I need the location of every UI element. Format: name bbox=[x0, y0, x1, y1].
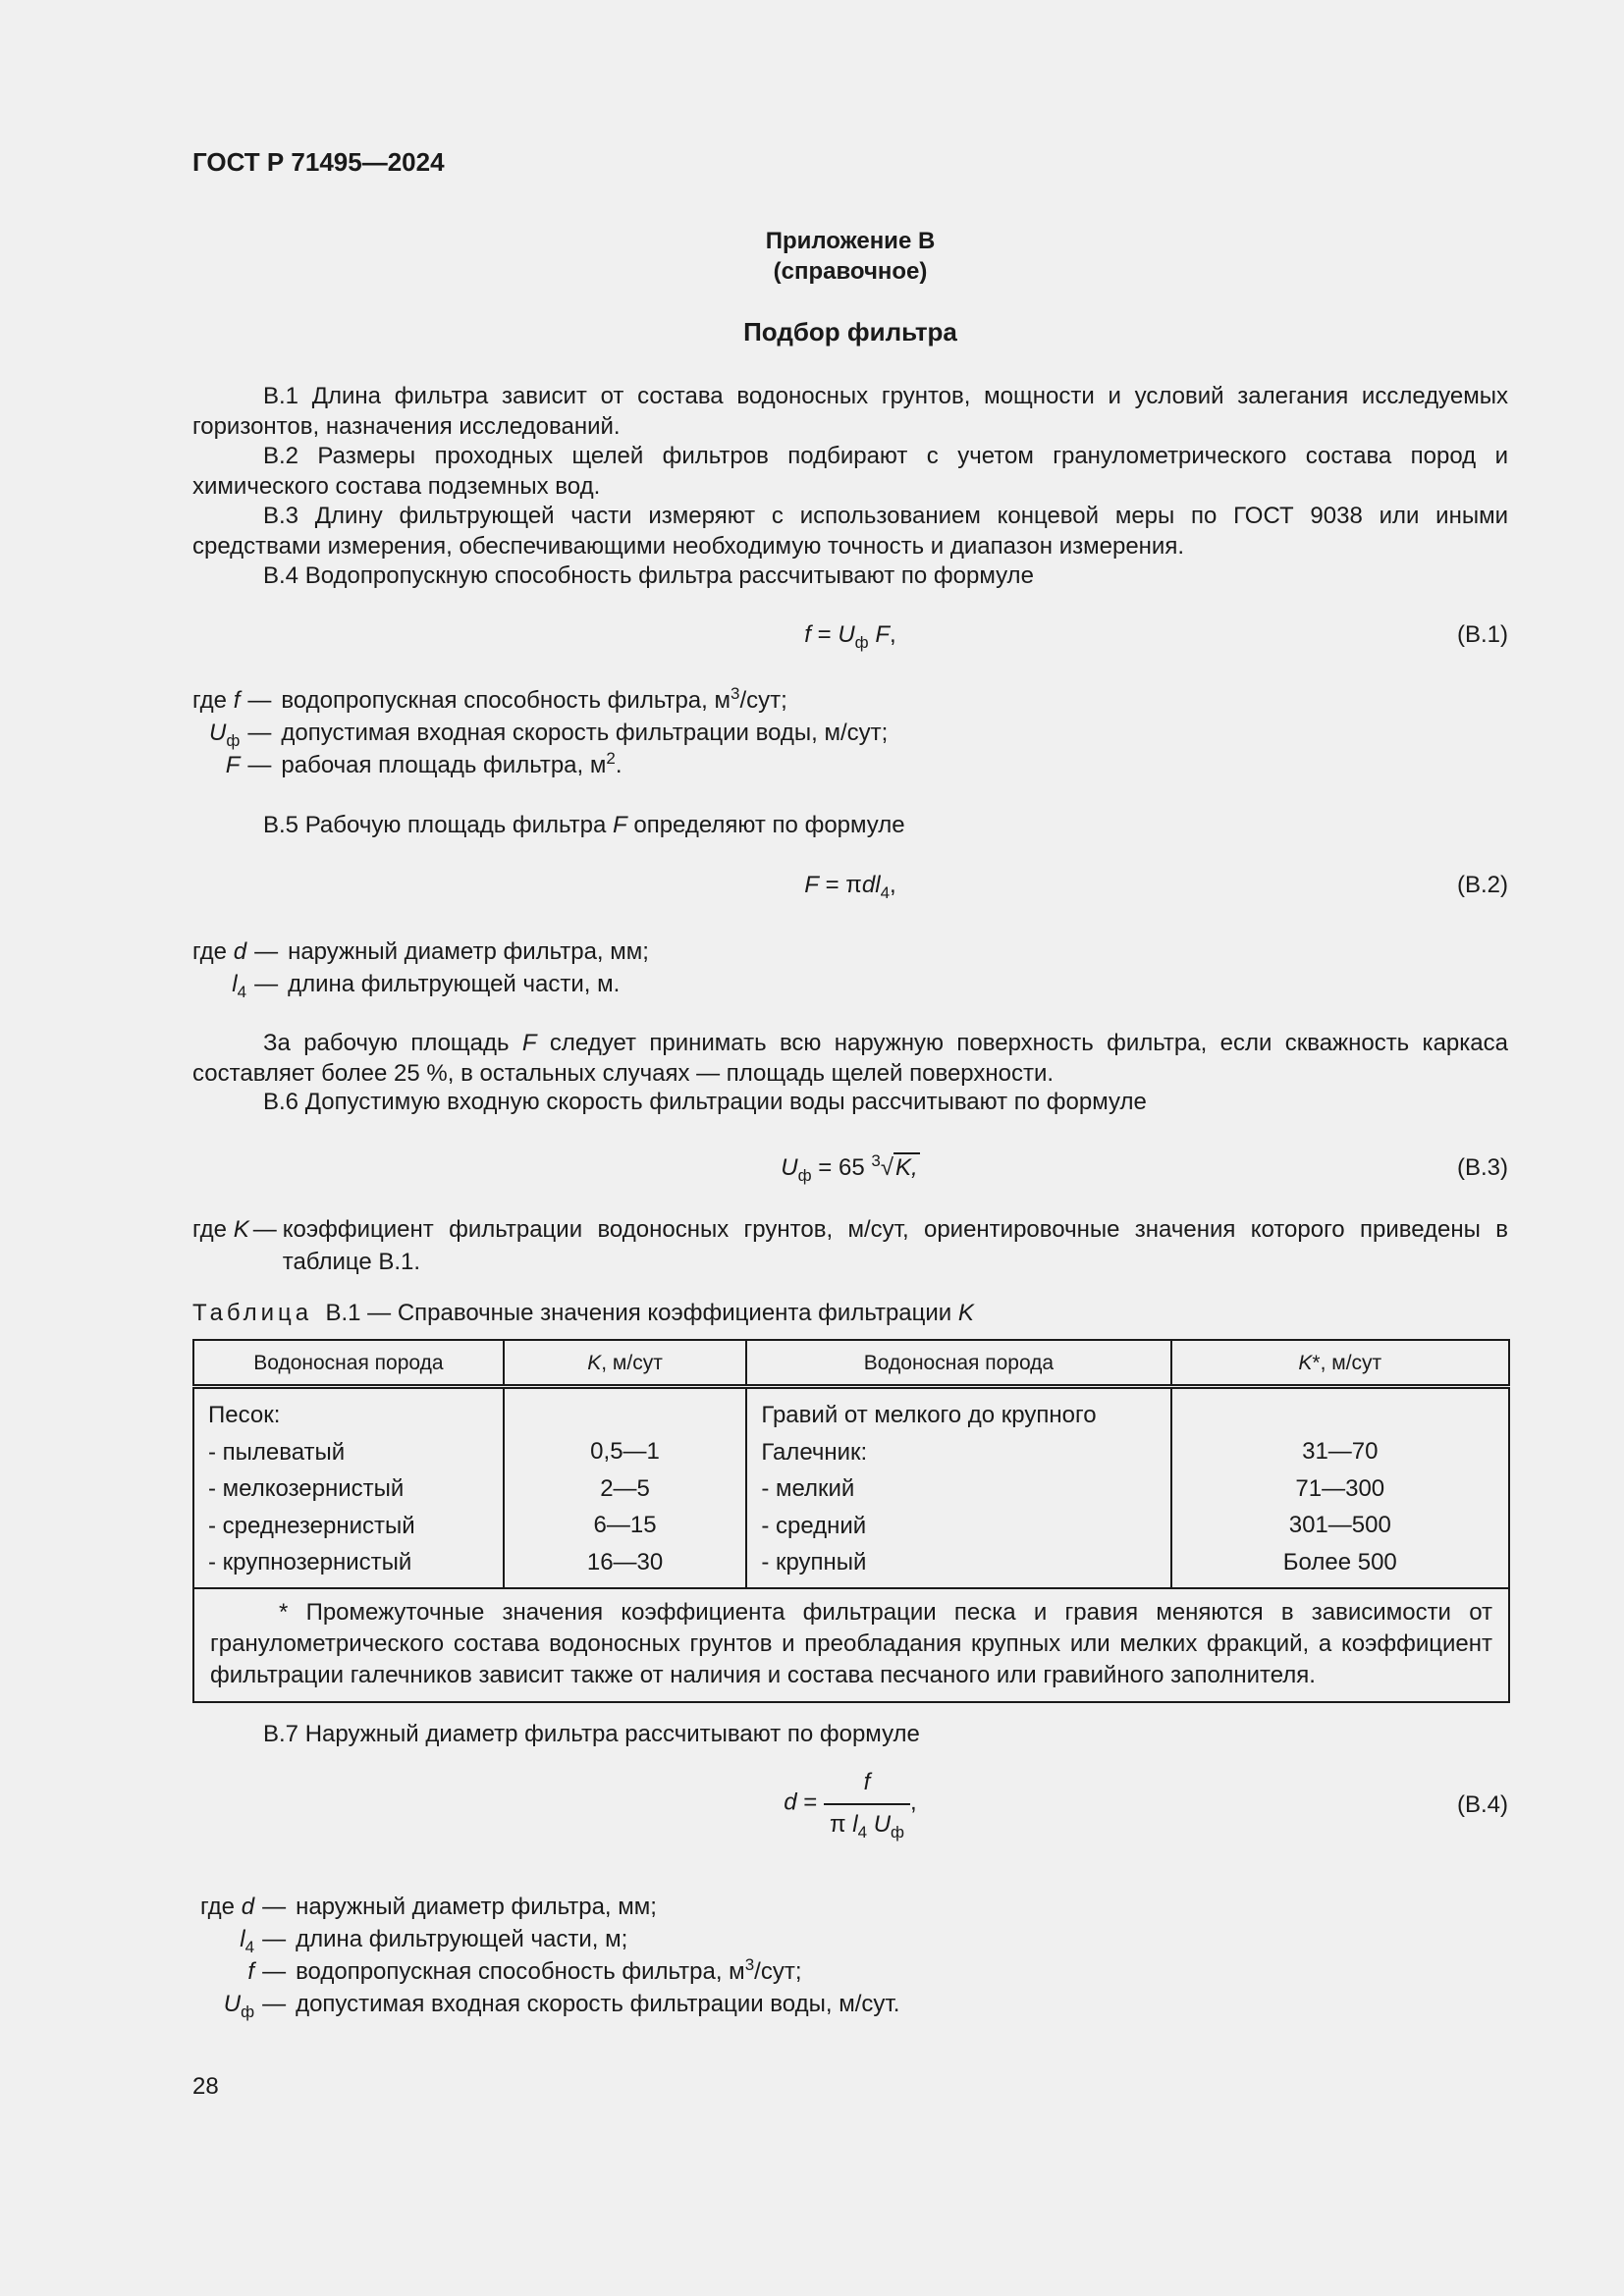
list-item: 16—30 bbox=[586, 1548, 664, 1575]
left-values-cell bbox=[504, 1387, 747, 1588]
where-row: где d — наружный диаметр фильтра, мм; bbox=[192, 938, 649, 965]
list-item: Гравий от мелкого до крупного bbox=[761, 1402, 1097, 1428]
left-rocks-cell bbox=[193, 1387, 504, 1588]
where-row: $U_ф$ — допустимая входная скорость фильтрации воды, м/сут; bbox=[209, 720, 889, 750]
where-row: $l_4$ — длина фильтрующей части, м; bbox=[240, 1926, 628, 1956]
list-item: - средний bbox=[761, 1512, 867, 1539]
paragraph-b7: В.7 Наружный диаметр фильтра рассчитывают по формуле bbox=[263, 1721, 920, 1747]
list-item: - среднезернистый bbox=[208, 1512, 415, 1539]
table-caption: Таблица В.1 — Справочные значения коэффициента фильтрации K bbox=[192, 1300, 974, 1326]
paragraph-b1: В.1 Длина фильтра зависит от состава водоносных грунтов, мощности и условий залегания исследуемых горизонтов, назначения исследований. bbox=[192, 383, 1508, 440]
list-item: - мелкий bbox=[761, 1475, 855, 1502]
header-k-right: K*, м/сут bbox=[1171, 1340, 1509, 1387]
where-row: F — рабочая площадь фильтра, $м^2$. bbox=[225, 749, 623, 778]
header-rock-left: Водоносная порода bbox=[193, 1340, 504, 1387]
document-header: ГОСТ Р 71495—2024 bbox=[192, 147, 445, 177]
list-item: - мелкозернистый bbox=[208, 1475, 405, 1502]
where-row: $l_4$ — длина фильтрующей части, м. bbox=[232, 971, 621, 1001]
where-list-b1 bbox=[192, 684, 888, 781]
paragraph-b2: В.2 Размеры проходных щелей фильтров подбирают с учетом гранулометрического состава пород и химического состава подземных вод. bbox=[192, 443, 1508, 500]
formula-b3: $U_ф = 65$ $^3$√K, bbox=[781, 1151, 918, 1185]
list-item: 301—500 bbox=[1288, 1512, 1391, 1538]
list-item: - крупный bbox=[761, 1549, 867, 1575]
table-body-row bbox=[193, 1387, 1509, 1588]
paragraph-b3: В.3 Длину фильтрующей части измеряют с использованием концевой меры по ГОСТ 9038 или иными средствами измерения, обеспечивающими необходимую точность и диапазон измерения. bbox=[192, 503, 1508, 560]
list-item: 0,5—1 bbox=[590, 1438, 660, 1465]
formula-b2: F = πdl$_4$, bbox=[804, 872, 896, 902]
paragraph-working-area: За рабочую площадь F следует принимать всю наружную поверхность фильтра, если скважность каркаса составляет более 25 %, в остальных случаях — площадь щелей поверхности. bbox=[192, 1030, 1508, 1087]
page-number: 28 bbox=[192, 2073, 219, 2100]
where-row: где K — коэффициент фильтрации водоносных грунтов, м/сут, ориентировочные значения которого приведены в таблице В.1. bbox=[192, 1216, 1508, 1275]
list-item: 2—5 bbox=[600, 1474, 650, 1502]
paragraph-b4: В.4 Водопропускную способность фильтра рассчитывают по формуле bbox=[263, 562, 1034, 589]
formula-b1-number: (В.1) bbox=[1456, 621, 1508, 648]
list-item: Песок: bbox=[208, 1402, 281, 1428]
formula-b4: d = $\frac{f}{\pi l_4 U_ф}$ , bbox=[784, 1769, 917, 1842]
paragraph-b6: В.6 Допустимую входную скорость фильтрации воды рассчитывают по формуле bbox=[263, 1089, 1147, 1115]
table-header-row bbox=[193, 1340, 1509, 1387]
table-footnote-row bbox=[193, 1588, 1509, 1702]
appendix-title: Приложение В bbox=[765, 228, 936, 254]
list-item: 31—70 bbox=[1302, 1438, 1379, 1465]
filtration-coefficient-table bbox=[192, 1339, 1510, 1703]
right-rocks-cell bbox=[746, 1387, 1170, 1588]
list-item: Галечник: bbox=[761, 1438, 868, 1466]
where-list-b4 bbox=[200, 1891, 899, 2020]
section-heading: Подбор фильтра bbox=[743, 317, 957, 347]
fraction: $\frac{f}{\pi l_4 U_ф}$ bbox=[824, 1767, 910, 1840]
list-item: - крупнозернистый bbox=[208, 1549, 412, 1575]
formula-b4-number: (В.4) bbox=[1456, 1791, 1508, 1818]
where-list-b2 bbox=[192, 935, 649, 1000]
formula-b3-number: (В.3) bbox=[1456, 1154, 1508, 1181]
header-rock-right: Водоносная порода bbox=[746, 1340, 1170, 1387]
formula-b1: $f = U_ф$ F, bbox=[804, 621, 896, 652]
where-list-b3 bbox=[192, 1213, 1508, 1278]
list-item: 6—15 bbox=[593, 1512, 657, 1538]
list-item: Более 500 bbox=[1282, 1548, 1397, 1575]
where-row: где d — наружный диаметр фильтра, мм; bbox=[200, 1894, 657, 1920]
where-row: $U_ф$ — допустимая входная скорость фильтрации воды, м/сут. bbox=[223, 1991, 900, 2021]
header-k-left: K, м/сут bbox=[504, 1340, 747, 1387]
formula-b2-number: (В.2) bbox=[1456, 872, 1508, 898]
right-values-cell bbox=[1171, 1387, 1509, 1588]
table-footnote: * Промежуточные значения коэффициента фильтрации песка и гравия меняются в зависимости от гранулометрического состава водоносных грунтов и преобладания крупных или мелких фракций, а коэффициент фильтрации галечников зависит также от наличия и состава песчаного или гравийного заполнителя. bbox=[193, 1588, 1509, 1702]
where-row: где f — водопропускная способность фильтра, $м^3$/сут; bbox=[192, 684, 787, 714]
list-item: - пылеватый bbox=[208, 1438, 346, 1466]
paragraph-b5: В.5 Рабочую площадь фильтра F определяют по формуле bbox=[263, 812, 905, 838]
appendix-subtitle: (справочное) bbox=[773, 258, 928, 285]
where-row: f — водопропускная способность фильтра, $м^3$/сут; bbox=[247, 1955, 802, 1985]
list-item: 71—300 bbox=[1295, 1474, 1385, 1502]
